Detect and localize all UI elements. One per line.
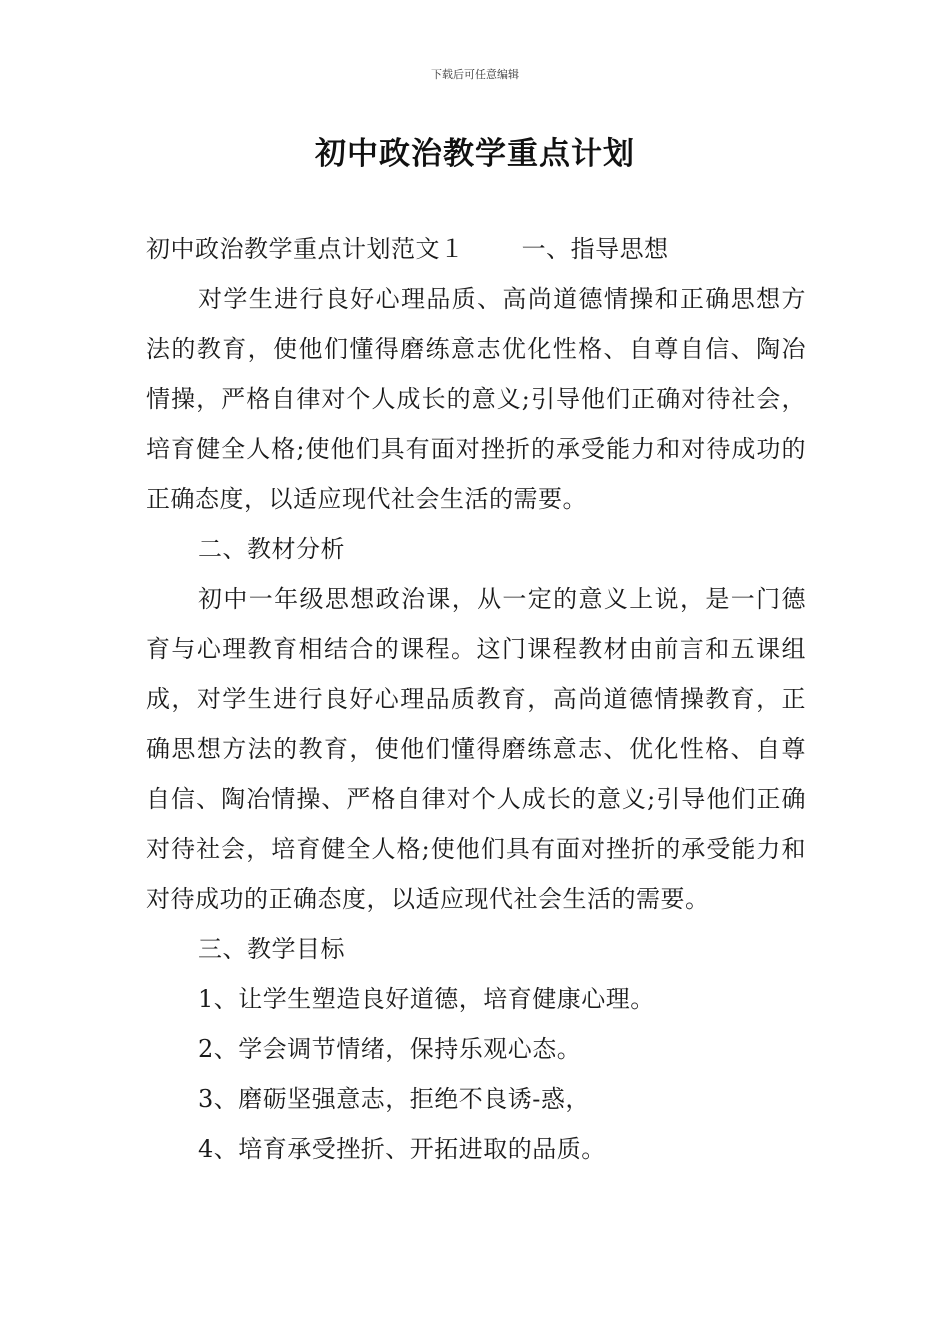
header-note: 下载后可任意编辑 bbox=[431, 68, 519, 81]
document-title: 初中政治教学重点计划 bbox=[315, 136, 635, 172]
document-subtitle-line: 初中政治教学重点计划范文１ 一、指导思想 bbox=[146, 235, 669, 263]
paragraph-guiding-ideology: 对学生进行良好心理品质、高尚道德情操和正确思想方法的教育，使他们懂得磨练意志优化性格、自尊自信、陶冶情操，严格自律对个人成长的意义;引导他们正确对待社会，培育健全人格;使他们具有面对挫折的承受能力和对待成功的正确态度，以适应现代社会生活的需要。 bbox=[146, 285, 806, 513]
goal-item: 3、磨砺坚强意志，拒绝不良诱-惑， bbox=[198, 1085, 590, 1113]
goal-item: 4、培育承受挫折、开拓进取的品质。 bbox=[198, 1135, 606, 1163]
section-heading-teaching-goals: 三、教学目标 bbox=[198, 935, 345, 963]
goal-item: 1、让学生塑造良好道德，培育健康心理。 bbox=[198, 985, 655, 1013]
paragraph-textbook-analysis: 初中一年级思想政治课，从一定的意义上说，是一门德育与心理教育相结合的课程。这门课程教材由前言和五课组成，对学生进行良好心理品质教育，高尚道德情操教育，正确思想方法的教育，使他们懂得磨练意志、优化性格、自尊自信、陶冶情操、严格自律对个人成长的意义;引导他们正确对待社会，培育健全人格;使他们具有面对挫折的承受能力和对待成功的正确态度，以适应现代社会生活的需要。 bbox=[146, 585, 806, 913]
section-heading-textbook-analysis: 二、教材分析 bbox=[198, 535, 345, 563]
goal-item: 2、学会调节情绪，保持乐观心态。 bbox=[198, 1035, 582, 1063]
document-body bbox=[146, 224, 806, 1174]
